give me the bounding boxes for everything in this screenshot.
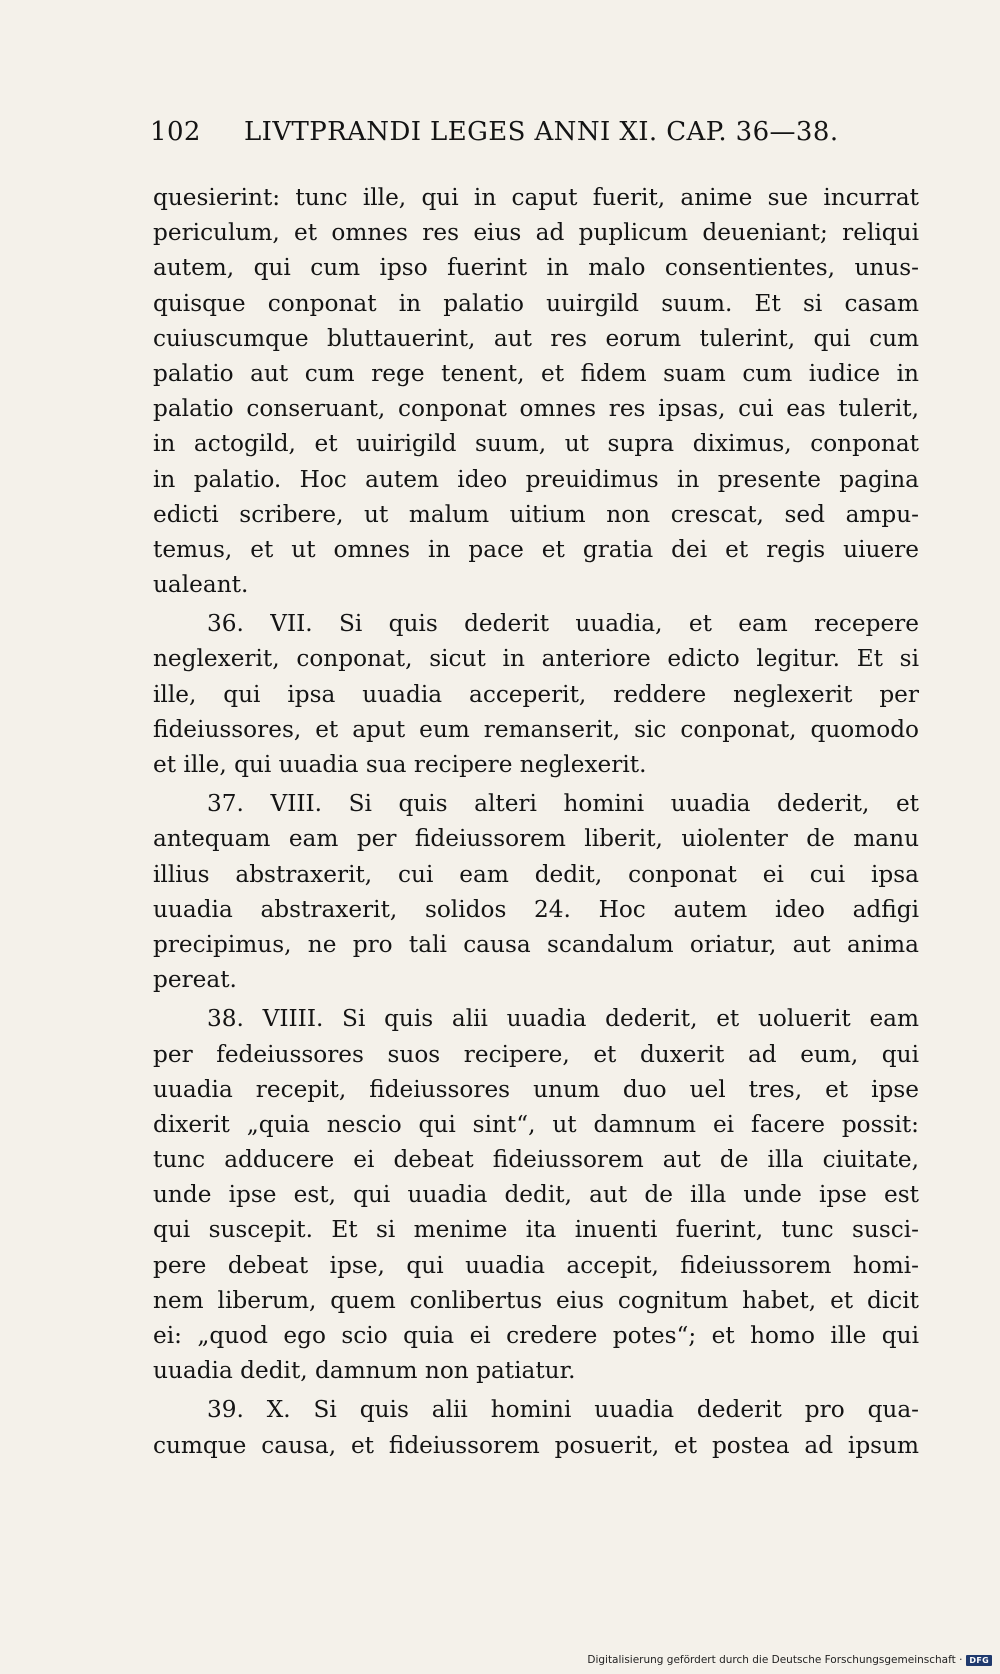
text-line: qui suscepit. Et si menime ita inuenti fuerint, tunc susci- xyxy=(153,1216,919,1244)
credit-text: Digitalisierung gefördert durch die Deutsche Forschungsgemeinschaft · xyxy=(587,1654,963,1666)
text-line: quesierint: tunc ille, qui in caput fuerit, anime sue incurrat xyxy=(153,184,919,211)
text-line: ei: „quod ego scio quia ei credere potes“; et homo ille qui xyxy=(153,1322,919,1349)
text-line: antequam eam per fideiussorem liberit, uiolenter de manu xyxy=(153,825,919,853)
text-line: 37. VIII. Si quis alteri homini uuadia dederit, et xyxy=(207,790,919,818)
section-36 xyxy=(153,606,919,782)
text-line: pereat. xyxy=(153,966,237,994)
text-line: tunc adducere ei debeat fideiussorem aut de illa ciuitate, xyxy=(153,1146,919,1174)
text-line: unde ipse est, qui uuadia dedit, aut de illa unde ipse est xyxy=(153,1181,919,1209)
section-39 xyxy=(153,1392,919,1462)
text-line: pere debeat ipse, qui uuadia accepit, fideiussorem homi- xyxy=(153,1251,919,1279)
text-line: fideiussores, et aput eum remanserit, sic conponat, quomodo xyxy=(153,715,919,743)
text-line: periculum, et omnes res eius ad puplicum deueniant; reliqui xyxy=(153,219,919,247)
text-line: neglexerit, conponat, sicut in anteriore edicto legitur. Et si xyxy=(153,645,919,673)
text-line: ualeant. xyxy=(153,571,249,599)
text-line: illius abstraxerit, cui eam dedit, conponat ei cui ipsa xyxy=(153,860,919,888)
text-line: in palatio. Hoc autem ideo preuidimus in presente pagina xyxy=(153,465,919,493)
text-line: et ille, qui uuadia sua recipere neglexerit. xyxy=(153,751,647,778)
text-line: 36. VII. Si quis dederit uuadia, et eam recepere xyxy=(207,610,919,638)
text-line: edicti scribere, ut malum uitium non crescat, sed ampu- xyxy=(153,500,919,528)
text-line: uuadia abstraxerit, solidos 24. Hoc autem ideo adfigi xyxy=(153,895,919,923)
text-line: ille, qui ipsa uuadia acceperit, reddere neglexerit per xyxy=(153,680,919,708)
text-line: uuadia recepit, fideiussores unum duo uel tres, et ipse xyxy=(153,1075,919,1103)
text-line: palatio aut cum rege tenent, et fidem suam cum iudice in xyxy=(153,359,919,387)
section-37 xyxy=(153,786,919,997)
text-line: palatio conseruant, conponat omnes res ipsas, cui eas tulerit, xyxy=(153,395,919,423)
text-line: 38. VIIII. Si quis alii uuadia dederit, et uoluerit eam xyxy=(207,1005,919,1033)
dfg-logo-icon: DFG xyxy=(966,1655,992,1666)
text-line: per fedeiussores suos recipere, et duxerit ad eum, qui xyxy=(153,1040,919,1068)
digitization-credit xyxy=(587,1654,992,1666)
text-line: temus, et ut omnes in pace et gratia dei et regis uiuere xyxy=(153,535,919,563)
text-line: cuiuscumque bluttauerint, aut res eorum tulerint, qui cum xyxy=(153,324,919,352)
section-38 xyxy=(153,1001,919,1388)
running-head-title: LIVTPRANDI LEGES ANNI XI. CAP. 36—38. xyxy=(244,117,839,147)
text-line: cumque causa, et fideiussorem posuerit, et postea ad ipsum xyxy=(153,1431,919,1459)
text-line: precipimus, ne pro tali causa scandalum oriatur, aut anima xyxy=(153,930,919,958)
running-head xyxy=(150,117,840,155)
text-line: dixerit „quia nescio qui sint“, ut damnum ei facere possit: xyxy=(153,1110,919,1138)
body-text xyxy=(153,180,919,1463)
text-line: autem, qui cum ipso fuerint in malo consentientes, unus- xyxy=(153,254,919,282)
text-line: quisque conponat in palatio uuirgild suum. Et si casam xyxy=(153,289,919,317)
text-line: nem liberum, quem conlibertus eius cognitum habet, et dicit xyxy=(153,1286,919,1314)
text-line: 39. X. Si quis alii homini uuadia dederit pro qua- xyxy=(207,1396,919,1424)
paragraph-continuation xyxy=(153,180,919,602)
text-line: uuadia dedit, damnum non patiatur. xyxy=(153,1357,576,1385)
text-line: in actogild, et uuirigild suum, ut supra diximus, conponat xyxy=(153,430,919,458)
page-number: 102 xyxy=(150,117,201,147)
